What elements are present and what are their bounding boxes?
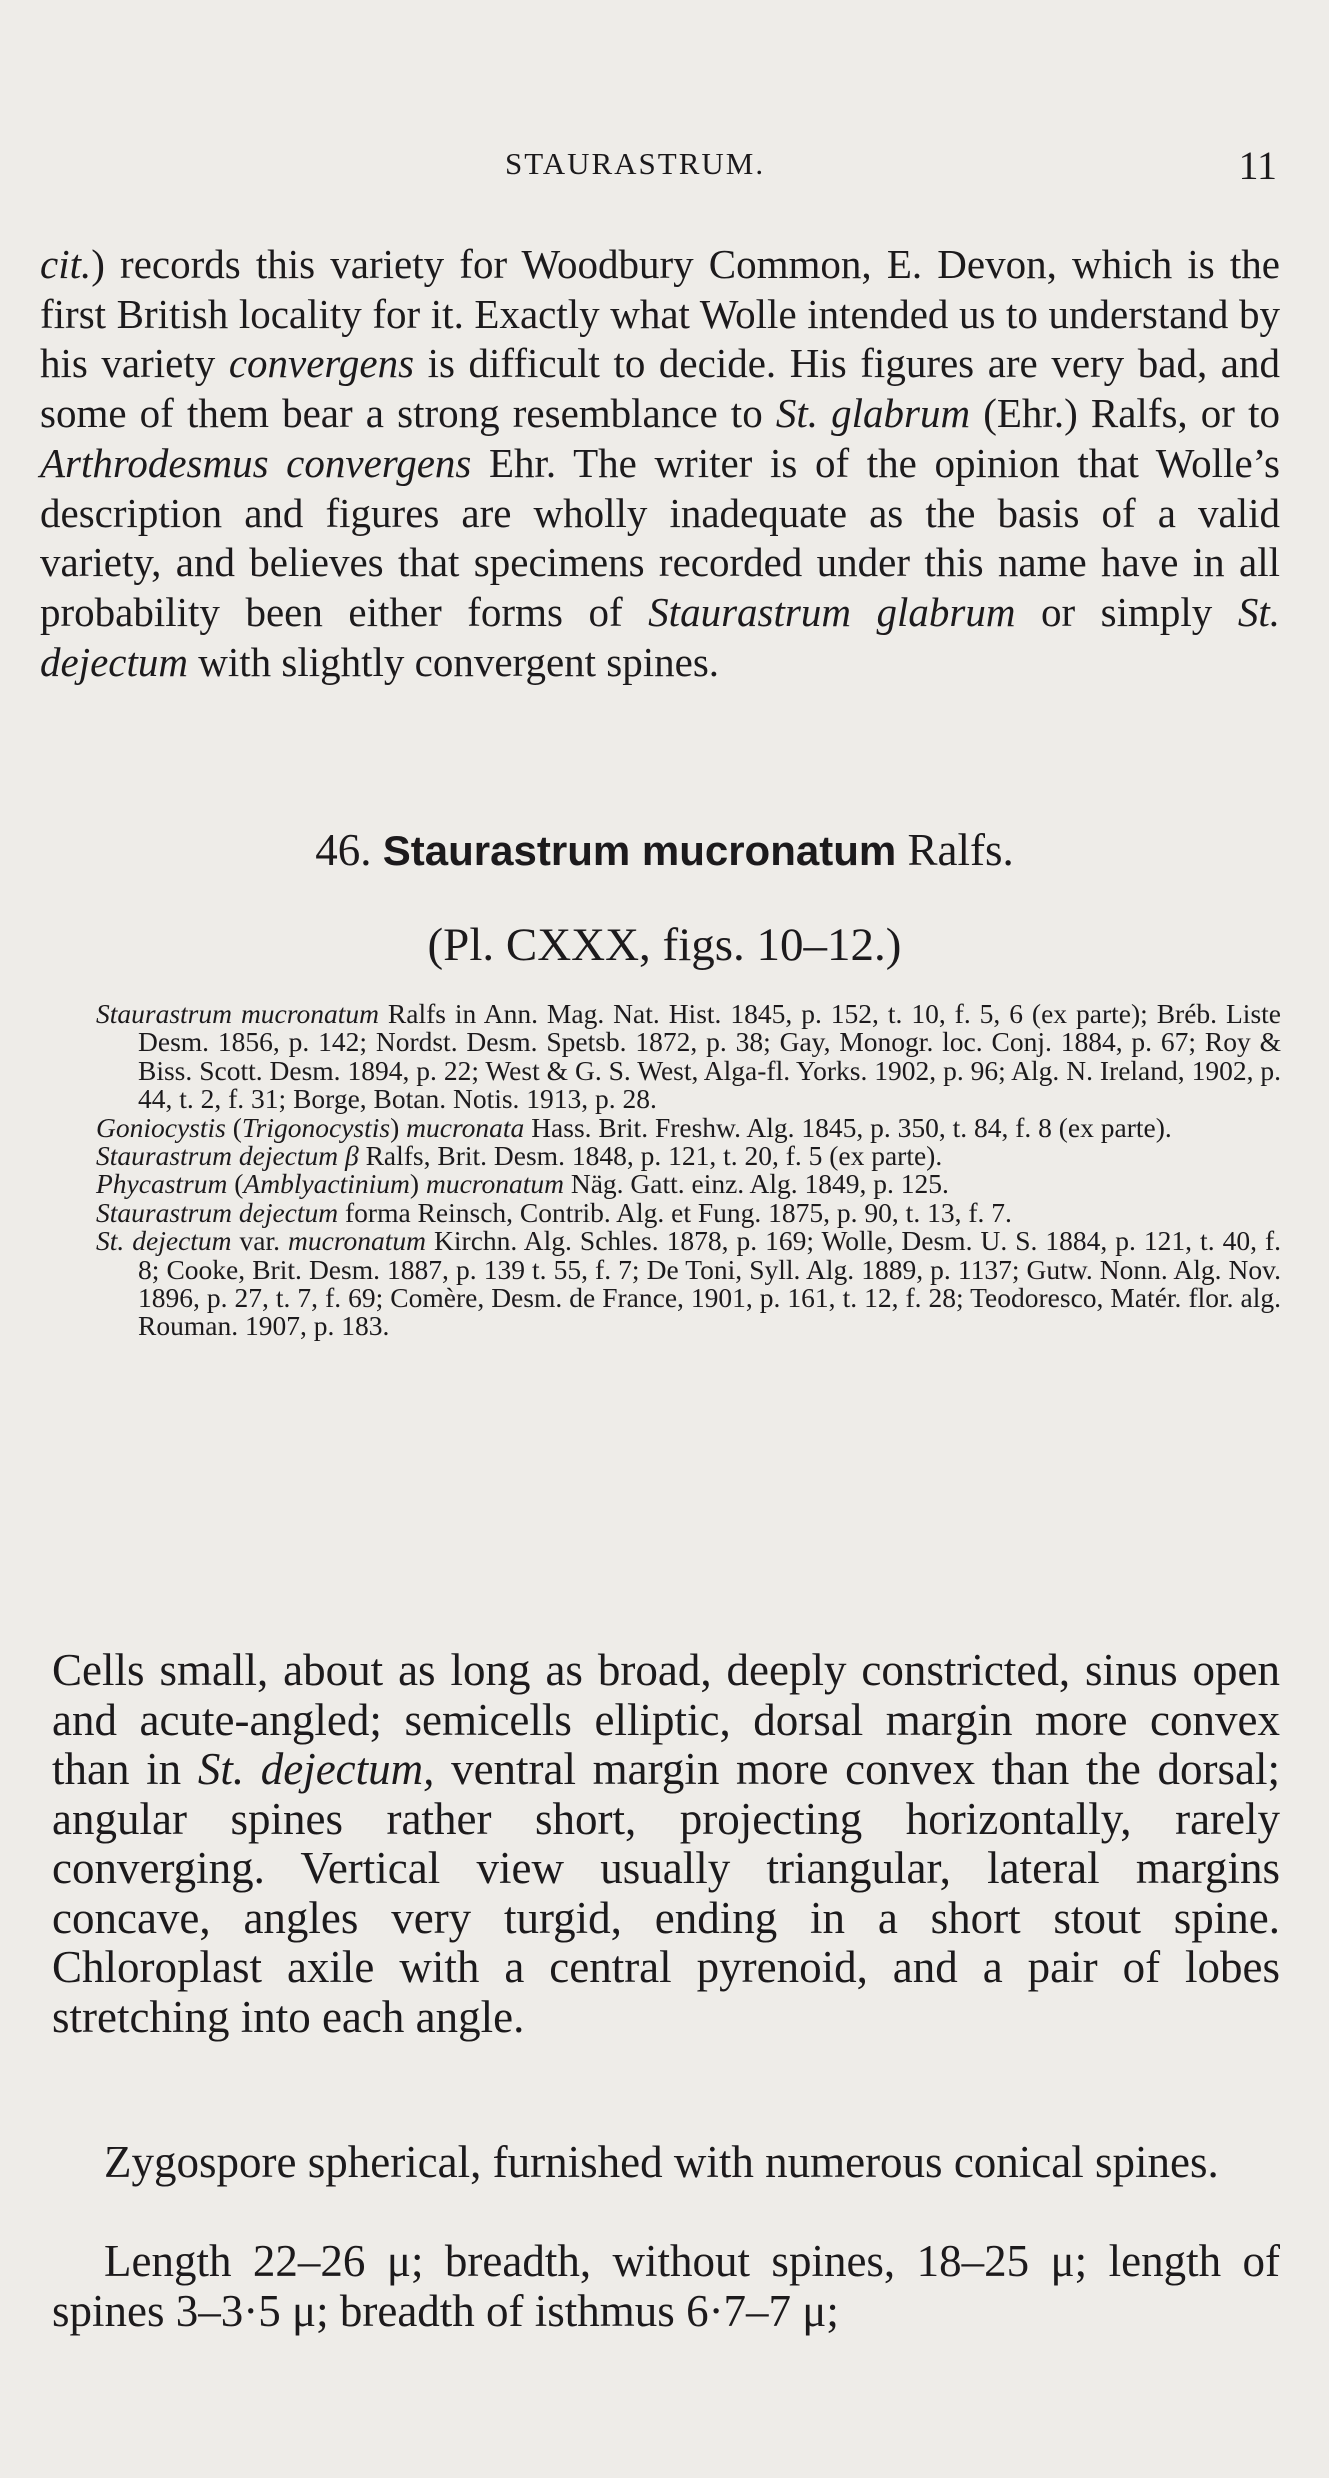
species-name: Staurastrum mucronatum (382, 827, 897, 874)
taxon-name: Staurastrum glabrum (648, 588, 1016, 635)
citation-text: var. (231, 1225, 289, 1257)
italic-text: cit. (40, 241, 92, 287)
taxon-name: Goniocystis (96, 1111, 226, 1143)
taxon-name: St. glabrum (775, 390, 971, 437)
body-text: with slightly convergent spines. (187, 638, 720, 685)
taxon-name: Amblyactinium (243, 1168, 410, 1200)
taxon-name: Arthrodesmus convergens (40, 439, 472, 486)
running-title: STAURASTRUM. (505, 146, 766, 181)
citation-text: Näg. Gatt. einz. Alg. 1849, p. 125. (563, 1168, 949, 1200)
citation-text: ( (225, 1111, 242, 1143)
citation-text: Ralfs, Brit. Desm. 1848, p. 121, t. 20, f. 5 (ex parte). (358, 1140, 943, 1172)
taxon-name: Staurastrum mucronatum (96, 998, 379, 1029)
body-text: Cells small, about as long as broad, deeply constricted, sinus open and acute-angled; semicells elliptic, dorsal margin more convex than in (52, 1645, 1280, 1794)
taxon-name: Staurastrum dejectum (96, 1196, 339, 1228)
citation-text: forma Reinsch, Contrib. Alg. et Fung. 1875, p. 90, t. 13, f. 7. (338, 1196, 1012, 1228)
reference-entry (96, 1111, 1281, 1143)
reference-entry (96, 1227, 1281, 1341)
body-text: Ehr. The writer is of the opinion that Wolle’s description and figures are wholly inadequate as the basis of a valid variety, and believes that specimens recorded under this name have in all probability been either forms of (40, 439, 1280, 635)
synonymy-list (96, 1000, 1281, 1341)
citation-text: ) (409, 1168, 426, 1200)
taxon-name: Staurastrum dejectum β (96, 1140, 359, 1172)
species-authority: Ralfs. (907, 825, 1014, 875)
body-text: (Ehr.) Ralfs, or to (970, 390, 1280, 437)
citation-text: ( (227, 1168, 244, 1200)
zygospore-paragraph: Zygospore spherical, furnished with numerous conical spines. (104, 2137, 1219, 2187)
running-head (0, 142, 1329, 192)
reference-entry (96, 1142, 1281, 1170)
body-text: ventral margin more convex than the dorsal; angular spines rather short, projecting horizontally, rarely converging. Vertical view usually triangular, lateral margins concave, angles very turgid, ending in a short stout spine. Chloroplast axile with a central pyrenoid, and a pair of lobes stretching into each angle. (52, 1744, 1280, 2042)
plate-reference: (Pl. CXXX, figs. 10–12.) (427, 919, 902, 971)
citation-text: Kirchn. Alg. Schles. 1878, p. 169; Wolle, Desm. U. S. 1884, p. 121, t. 40, f. 8; Cooke, Brit. Desm. 1887, p. 139 t. 55, f. 7; De Toni, Syll. Alg. 1889, p. 1137; Gutw. Nonn. Alg. Nov. 1896, p. 27, t. 7, f. 69; Comère, Desm. de France, 1901, p. 161, t. 12, f. 28; Teodoresco, Matér. flor. alg. Rouman. 1907, p. 183. (138, 1225, 1281, 1342)
citation-text: Ralfs in Ann. Mag. Nat. Hist. 1845, p. 152, t. 10, f. 5, 6 (ex parte); Bréb. Liste Desm. 1856, p. 142; Nordst. Desm. Spetsb. 1872, p. 38; Gay, Monogr. loc. Conj. 1884, p. 67; Roy & Biss. Scott. Desm. 1894, p. 22; West & G. S. West, Alga-fl. Yorks. 1902, p. 96; Alg. N. Ireland, 1902, p. 44, t. 2, f. 31; Borge, Botan. Notis. 1913, p. 28. (138, 998, 1281, 1115)
citation-text: Hass. Brit. Freshw. Alg. 1845, p. 350, t. 84, f. 8 (ex parte). (524, 1111, 1172, 1143)
species-number: 46. (315, 825, 372, 875)
reference-entry (96, 1000, 1281, 1114)
body-text: or simply (1015, 588, 1238, 635)
body-text: is difficult to decide. His figures are very bad, and some of them bear a strong resemblance to (40, 340, 1280, 437)
taxon-name: mucronatum (425, 1168, 564, 1200)
taxon-name: Trigonocystis (241, 1111, 391, 1143)
species-heading (0, 824, 1329, 876)
description-paragraph (52, 1646, 1280, 2042)
taxon-name: St. dejectum (40, 588, 1281, 685)
intro-paragraph (40, 240, 1280, 687)
taxon-name: convergens (228, 340, 415, 387)
citation-text: ) (390, 1111, 407, 1143)
taxon-name: mucronata (406, 1111, 525, 1143)
taxon-name: St. dejectum (96, 1225, 232, 1257)
measurements-paragraph: Length 22–26 μ; breadth, without spines, 18–25 μ; length of spines 3–3·5 μ; breadth of isthmus 6·7–7 μ; (52, 2236, 1280, 2336)
taxon-name: St. dejectum, (197, 1744, 435, 1794)
reference-entry (96, 1196, 1281, 1228)
page-number: 11 (1238, 143, 1277, 188)
taxon-name: Phycastrum (96, 1168, 228, 1200)
reference-entry (96, 1170, 1281, 1198)
body-text: ) records this variety for Woodbury Common, E. Devon, which is the first British locality for it. Exactly what Wolle intended us to understand by his variety (40, 241, 1280, 387)
taxon-name: mucronatum (288, 1225, 427, 1257)
